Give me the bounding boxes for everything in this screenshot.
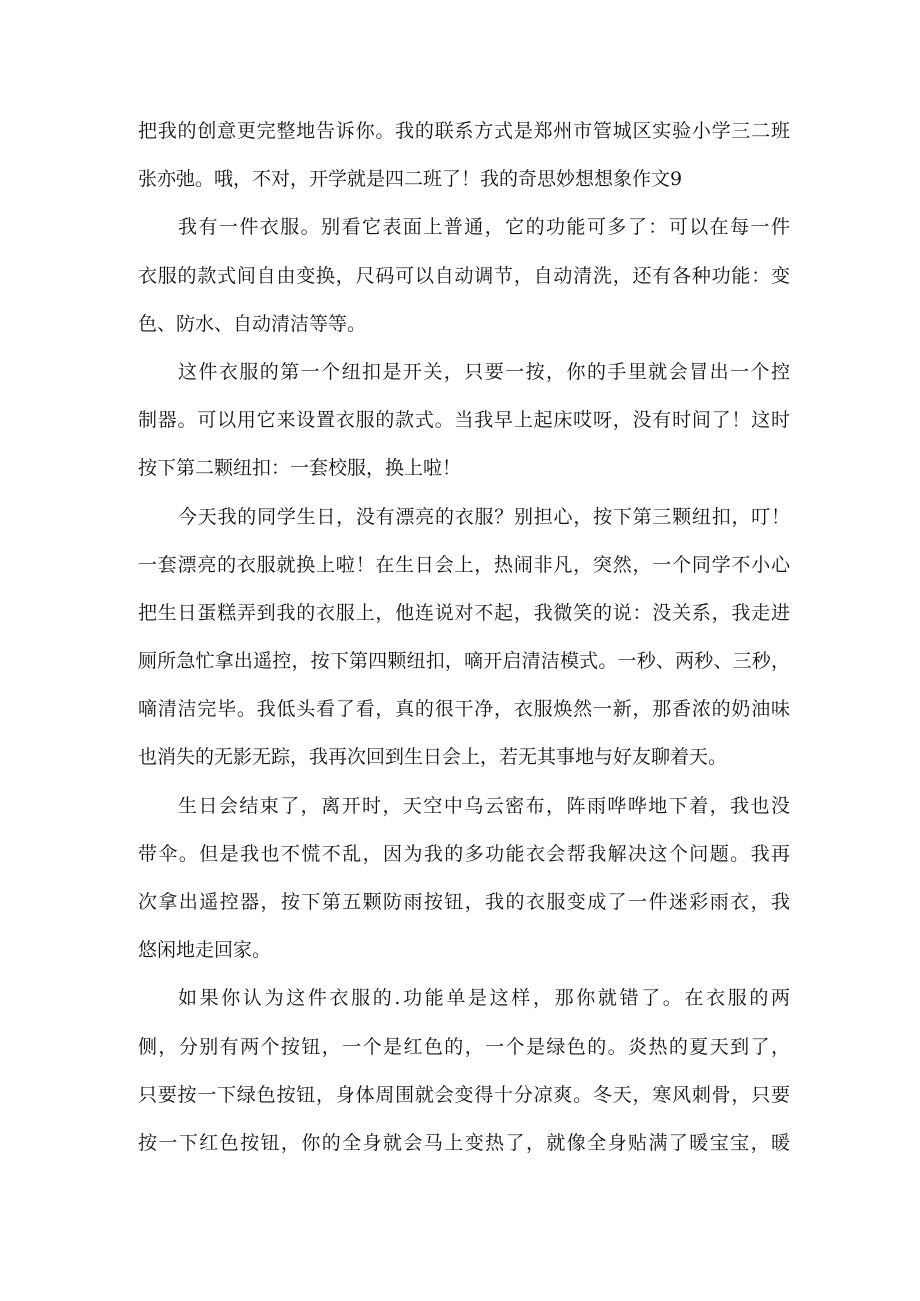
- text-line: 张亦弛。哦，不对，开学就是四二班了！我的奇思妙想想象作文9: [138, 168, 683, 191]
- text-line: 悠闲地走回家。: [138, 939, 272, 962]
- text-line: 制器。可以用它来设置衣服的款式。当我早上起床哎呀，没有时间了！这时: [138, 409, 790, 432]
- paragraph-start-line: 生日会结束了，离开时，天空中乌云密布，阵雨哗哗地下着，我也没: [178, 794, 790, 817]
- text-line: 只要按一下绿色按钮，身体周围就会变得十分凉爽。冬天，寒风刺骨，只要: [138, 1083, 790, 1106]
- text-line: 把我的创意更完整地告诉你。我的联系方式是郑州市管城区实验小学三二班: [138, 120, 790, 142]
- text-line: 带伞。但是我也不慌不乱，因为我的多功能衣会帮我解决这个问题。我再: [138, 842, 790, 865]
- text-line: 次拿出遥控器，按下第五颗防雨按钮，我的衣服变成了一件迷彩雨衣，我: [138, 891, 790, 913]
- text-line: 色、防水、自动清洁等等。: [138, 312, 367, 335]
- text-line: 嘀清洁完毕。我低头看了看，真的很干净，衣服焕然一新，那香浓的奶油味: [138, 698, 790, 721]
- paragraph-start-line: 如果你认为这件衣服的.功能单是这样，那你就错了。在衣服的两: [178, 987, 790, 1010]
- paragraph-start-line: 这件衣服的第一个纽扣是开关，只要一按，你的手里就会冒出一个控: [178, 360, 790, 383]
- paragraph-start-line: 我有一件衣服。别看它表面上普通，它的功能可多了：可以在每一件: [178, 216, 790, 239]
- text-line: 按下第二颗纽扣：一套校服，换上啦！: [138, 457, 462, 480]
- text-line: 按一下红色按钮，你的全身就会马上变热了，就像全身贴满了暖宝宝，暖: [138, 1131, 790, 1154]
- text-line: 衣服的款式间自由变换，尺码可以自动调节，自动清洗，还有各种功能：变: [138, 264, 790, 287]
- document-body: [138, 107, 790, 1167]
- text-line: 厕所急忙拿出遥控，按下第四颗纽扣，嘀开启清洁模式。一秒、两秒、三秒，: [138, 650, 790, 673]
- text-line: 把生日蛋糕弄到我的衣服上，他连说对不起，我微笑的说：没关系，我走进: [138, 601, 790, 624]
- text-line: 侧，分别有两个按钮，一个是红色的，一个是绿色的。炎热的夏天到了，: [138, 1035, 790, 1058]
- text-line: 也消失的无影无踪，我再次回到生日会上，若无其事地与好友聊着天。: [138, 746, 728, 769]
- paragraph-start-line: 今天我的同学生日，没有漂亮的衣服？别担心，按下第三颗纽扣，叮！: [178, 505, 790, 528]
- text-line: 一套漂亮的衣服就换上啦！在生日会上，热闹非凡，突然，一个同学不小心: [138, 553, 790, 576]
